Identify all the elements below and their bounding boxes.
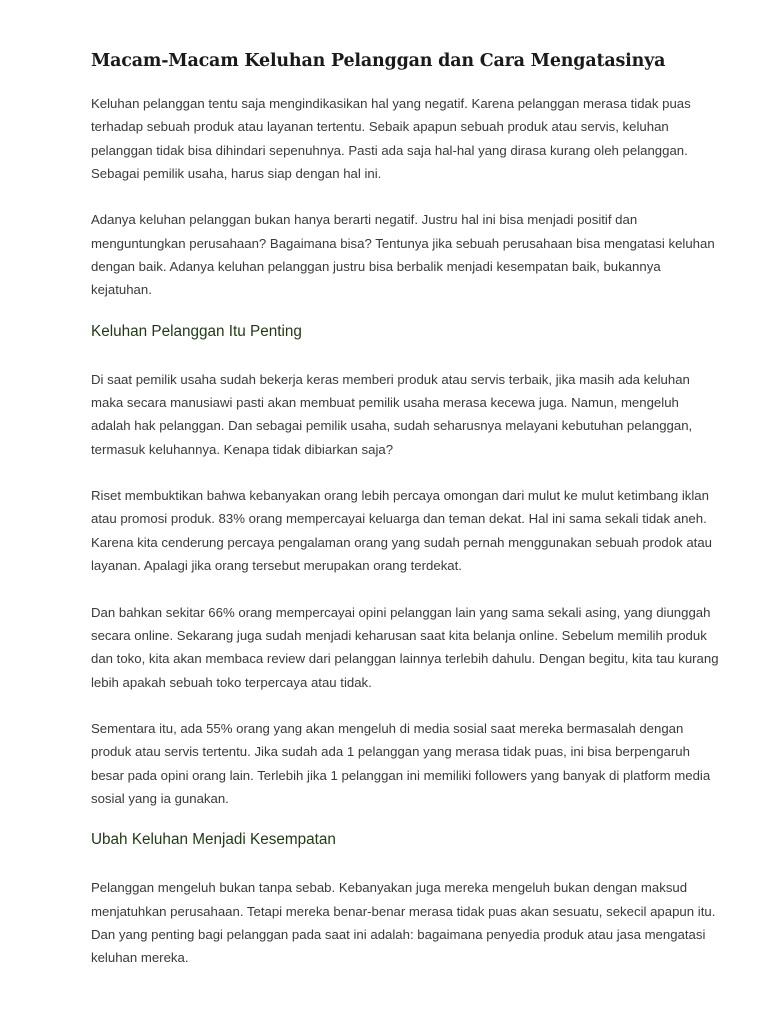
document-title: Macam-Macam Keluhan Pelanggan dan Cara Mengatasinya bbox=[91, 51, 666, 71]
section-1-paragraph-1: Di saat pemilik usaha sudah bekerja keras memberi produk atau servis terbaik, jika masih ada keluhan maka secara manusiawi pasti akan membuat pemilik usaha merasa kecewa juga. Namun, mengeluh adalah hak pelanggan. Dan sebagai pemilik usaha, sudah seharusnya melayani kebutuhan pelanggan, termasuk keluhannya. Kenapa tidak dibiarkan saja? bbox=[91, 371, 693, 457]
section-heading-keluhan-penting: Keluhan Pelanggan Itu Penting bbox=[91, 322, 302, 340]
section-1-paragraph-2: Riset membuktikan bahwa kebanyakan orang lebih percaya omongan dari mulut ke mulut ketimbang iklan atau promosi produk. 83% orang mempercayai keluarga dan teman dekat. Hal ini sama sekali tidak aneh. Karena kita cenderung percaya pengalaman orang yang sudah pernah menggunakan sebuah prodok atau layanan. Apalagi jika orang tersebut merupakan orang terdekat. bbox=[91, 488, 713, 574]
intro-paragraph-2: Adanya keluhan pelanggan bukan hanya berarti negatif. Justru hal ini bisa menjadi positif dan menguntungkan perusahaan? Bagaimana bisa? Tentunya jika sebuah perusahaan bisa mengatasi keluhan dengan baik. Adanya keluhan pelanggan justru bisa berbalik menjadi kesempatan baik, bukannya kejatuhan. bbox=[91, 212, 715, 298]
section-2-paragraph-1: Pelanggan mengeluh bukan tanpa sebab. Kebanyakan juga mereka mengeluh bukan dengan maksud menjatuhkan perusahaan. Tetapi mereka benar-benar merasa tidak puas akan sesuatu, sekecil apapun itu. Dan yang penting bagi pelanggan pada saat ini adalah: bagaimana penyedia produk atau jasa mengatasi keluhan mereka. bbox=[91, 880, 716, 966]
section-1-paragraph-4: Sementara itu, ada 55% orang yang akan mengeluh di media sosial saat mereka bermasalah dengan produk atau servis tertentu. Jika sudah ada 1 pelanggan yang merasa tidak puas, ini bisa berpengaruh besar pada opini orang lain. Terlebih jika 1 pelanggan ini memiliki followers yang banyak di platform media sosial yang ia gunakan. bbox=[91, 721, 711, 807]
section-1-paragraph-3: Dan bahkan sekitar 66% orang mempercayai opini pelanggan lain yang sama sekali asing, yang diunggah secara online. Sekarang juga sudah menjadi keharusan saat kita belanja online. Sebelum memilih produk dan toko, kita akan membaca review dari pelanggan lainnya terlebih dahulu. Dengan begitu, kita tau kurang lebih apakah sebuah toko terpercaya atau tidak. bbox=[91, 604, 719, 690]
intro-paragraph-1: Keluhan pelanggan tentu saja mengindikasikan hal yang negatif. Karena pelanggan merasa tidak puas terhadap sebuah produk atau layanan tertentu. Sebaik apapun sebuah produk atau servis, keluhan pelanggan tidak bisa dihindari sepenuhnya. Pasti ada saja hal-hal yang dirasa kurang oleh pelanggan. Sebagai pemilik usaha, harus siap dengan hal ini. bbox=[91, 96, 691, 181]
document-page bbox=[91, 48, 719, 970]
section-heading-ubah-keluhan: Ubah Keluhan Menjadi Kesempatan bbox=[91, 831, 336, 849]
